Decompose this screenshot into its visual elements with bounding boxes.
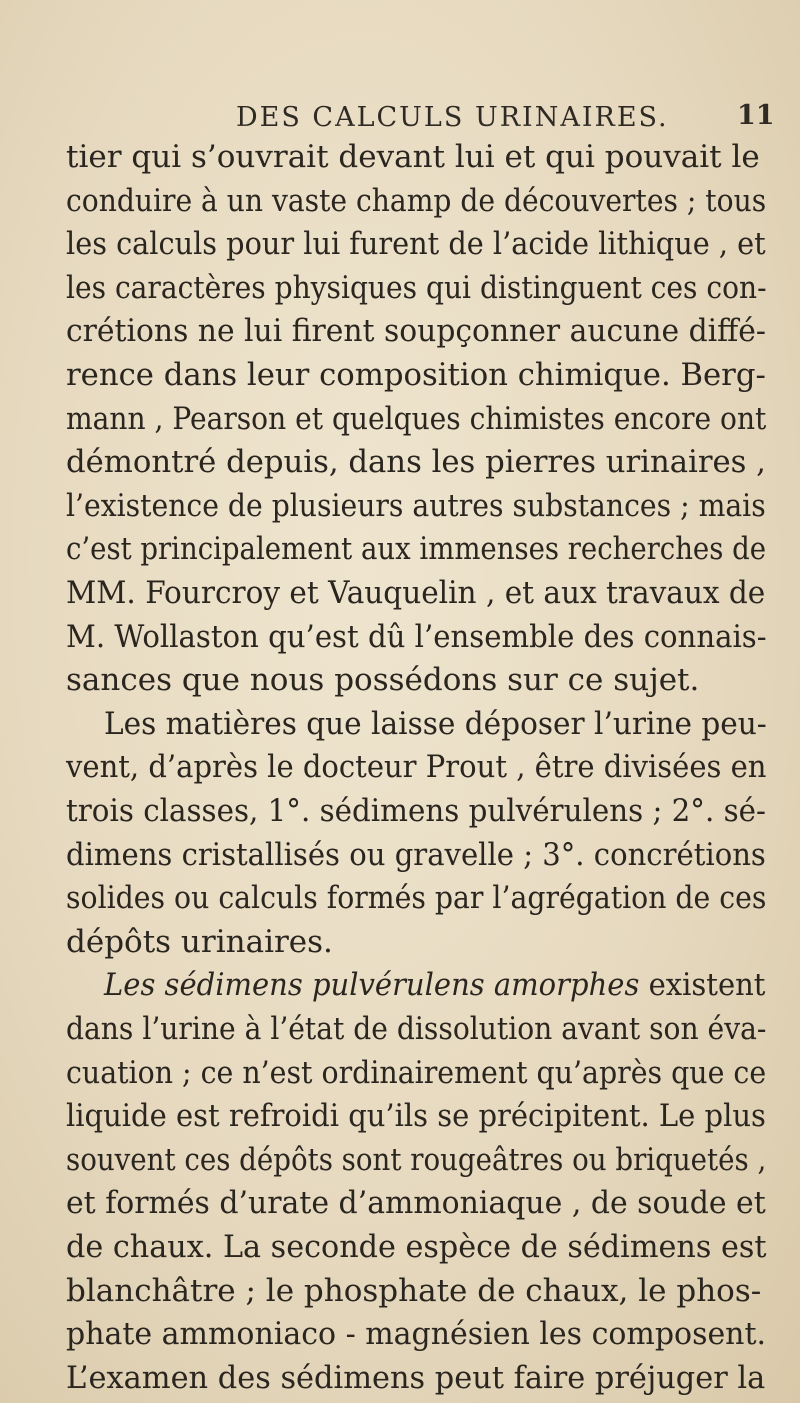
text-line: L’examen des sédimens peut faire préjuger la [66, 1359, 766, 1396]
text-line: phate ammoniaco - magnésien les composent. [66, 1316, 767, 1353]
page-number: 11 [737, 100, 775, 131]
text-line: souvent ces dépôts sont rougeâtres ou briquetés , [66, 1141, 767, 1178]
text-line: les calculs pour lui furent de l’acide lithique , et [66, 226, 766, 263]
text-line: dimens cristallisés ou gravelle ; 3°. concrétions [66, 836, 766, 873]
text-line: M. Wollaston qu’est dû l’ensemble des connais- [66, 618, 767, 655]
paragraph-first-line: Les matières que laisse déposer l’urine peu- [104, 705, 767, 742]
text-line: tier qui s’ouvrait devant lui et qui pouvait le [66, 139, 760, 175]
text-line: cuation ; ce n’est ordinairement qu’après que ce [66, 1054, 767, 1091]
text-line: trois classes, 1°. sédimens pulvérulens ; 2°. sé- [66, 793, 766, 829]
text-line: conduire à un vaste champ de découvertes ; tous [66, 182, 767, 219]
running-title: DES CALCULS URINAIRES. [236, 102, 669, 133]
text-line: les caractères physiques qui distinguent ces con- [66, 269, 767, 306]
text-line: de chaux. La seconde espèce de sédimens est [66, 1229, 767, 1265]
text-line: blanchâtre ; le phosphate de chaux, le phos- [66, 1272, 762, 1309]
text-line: démontré depuis, dans les pierres urinaires , [66, 444, 766, 481]
text-line: dépôts urinaires. [66, 923, 333, 960]
text-line: vent, d’après le docteur Prout , être divisées en [66, 749, 767, 786]
text-line: c’est principalement aux immenses recherches de [66, 531, 767, 568]
text-line: mann , Pearson et quelques chimistes encore ont [66, 400, 767, 437]
text-line: crétions ne lui firent soupçonner aucune diffé- [66, 313, 766, 350]
text-line: sances que nous possédons sur ce sujet. [66, 662, 700, 699]
text-line: liquide est refroidi qu’ils se précipitent. Le plus [66, 1098, 766, 1135]
text-line: rence dans leur composition chimique. Berg- [66, 357, 766, 393]
text-line: MM. Fourcroy et Vauquelin , et aux travaux de [66, 575, 766, 611]
paragraph-first-line [104, 967, 766, 1004]
text-line: dans l’urine à l’état de dissolution avant son éva- [66, 1011, 767, 1047]
text-line: et formés d’urate d’ammoniaque , de soude et [66, 1185, 766, 1222]
italic-term: Les sédimens pulvérulens amorphes [104, 967, 640, 1004]
text-line: l’existence de plusieurs autres substances ; mais [66, 487, 766, 524]
text-line: solides ou calculs formés par l’agrégation de ces [66, 880, 767, 917]
text-run: existent [639, 967, 766, 1004]
